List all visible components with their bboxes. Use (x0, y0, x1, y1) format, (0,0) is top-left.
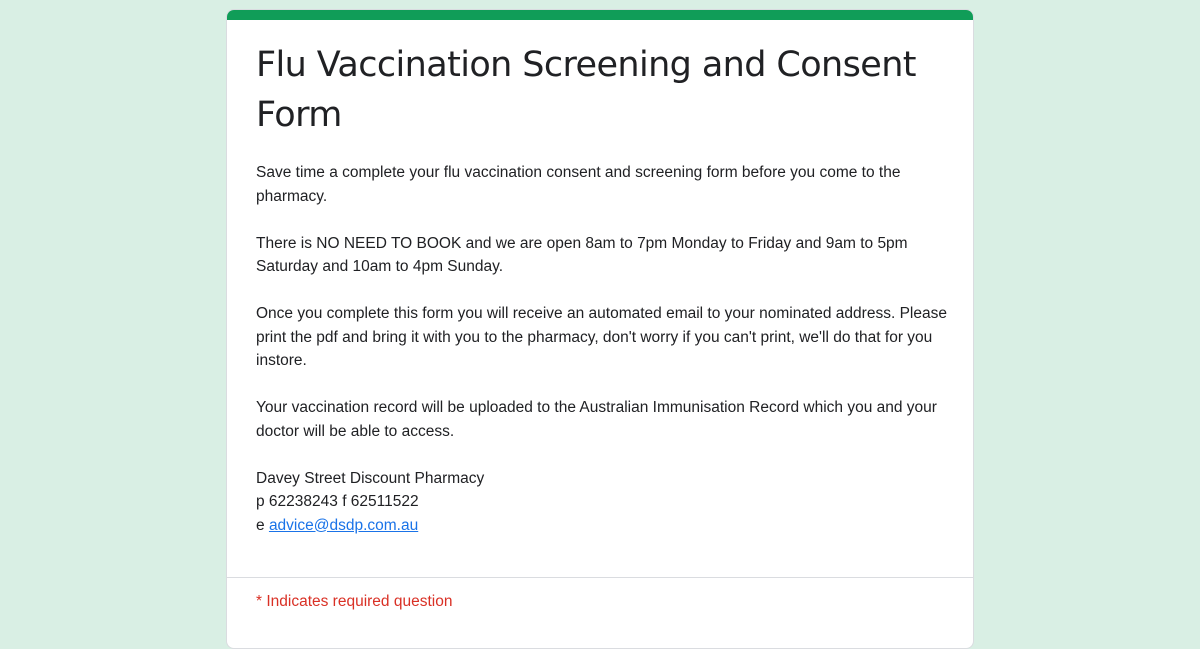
form-description (256, 161, 956, 537)
email-link[interactable]: advice@dsdp.com.au (268, 516, 419, 534)
email-prefix: e (256, 516, 269, 534)
pharmacy-name: Davey Street Discount Pharmacy (256, 469, 485, 487)
contact-block (256, 467, 956, 538)
email-line (256, 514, 956, 538)
description-paragraph-2: There is NO NEED TO BOOK and we are open 8am to 7pm Monday to Friday and 9am to 5pm Saturday and 10am to 4pm Sunday. (256, 234, 908, 275)
description-paragraph-3: Once you complete this form you will receive an automated email to your nominated address. Please print the pdf and bring it with you to the pharmacy, don't worry if you can't print, we'll do that for you instore. (256, 305, 947, 369)
divider (227, 577, 973, 578)
description-paragraph-4: Your vaccination record will be uploaded to the Australian Immunisation Record which you and your doctor will be able to access. (256, 399, 937, 440)
form-header-card (226, 9, 974, 649)
phone-fax: p 62238243 f 62511522 (256, 493, 419, 510)
form-title: Flu Vaccination Screening and Consent Form (256, 45, 916, 135)
required-question-note: * Indicates required question (256, 593, 453, 610)
card-accent-bar (227, 10, 973, 20)
description-paragraph-1: Save time a complete your flu vaccination consent and screening form before you come to the pharmacy. (256, 164, 901, 205)
